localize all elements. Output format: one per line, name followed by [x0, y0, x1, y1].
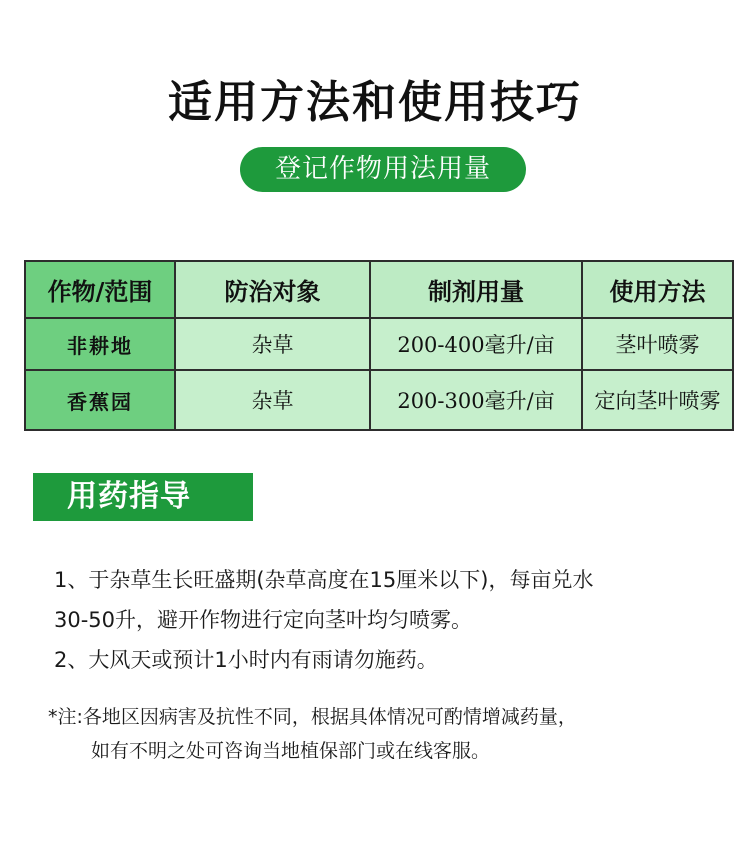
table-header-cell: 使用方法 [582, 261, 733, 318]
guide-heading-banner: 用药指导 [33, 473, 253, 521]
note-line-2: 如有不明之处可咨询当地植保部门或在线客服。 [91, 740, 491, 762]
note-line-1: *注:各地区因病害及抗性不同，根据具体情况可酌情增减药量， [48, 706, 577, 728]
table-cell-method: 定向茎叶喷雾 [582, 370, 733, 430]
guide-item-1-line-2: 30-50升，避开作物进行定向茎叶均匀喷雾。 [54, 608, 473, 632]
section-pill-label: 登记作物用法用量 [240, 147, 526, 192]
table-header-cell: 防治对象 [175, 261, 370, 318]
table-header-cell: 作物/范围 [25, 261, 175, 318]
table-cell-crop: 香蕉园 [25, 370, 175, 430]
table-row [25, 370, 733, 430]
table-cell-dosage: 200-300毫升/亩 [370, 370, 582, 430]
guide-item-2: 2、大风天或预计1小时内有雨请勿施药。 [54, 648, 438, 672]
note-text [48, 700, 738, 768]
guide-item-1-line-1: 1、于杂草生长旺盛期(杂草高度在15厘米以下)，每亩兑水 [54, 568, 594, 592]
page-title: 适用方法和使用技巧 [168, 77, 582, 128]
table-header-row [25, 261, 733, 318]
table-cell-crop: 非耕地 [25, 318, 175, 370]
table-cell-method: 茎叶喷雾 [582, 318, 733, 370]
dosage-table [24, 260, 734, 431]
table-row [25, 318, 733, 370]
table-cell-target: 杂草 [175, 370, 370, 430]
table-header-cell: 制剂用量 [370, 261, 582, 318]
table-cell-target: 杂草 [175, 318, 370, 370]
guide-text [54, 560, 734, 680]
table-cell-dosage: 200-400毫升/亩 [370, 318, 582, 370]
